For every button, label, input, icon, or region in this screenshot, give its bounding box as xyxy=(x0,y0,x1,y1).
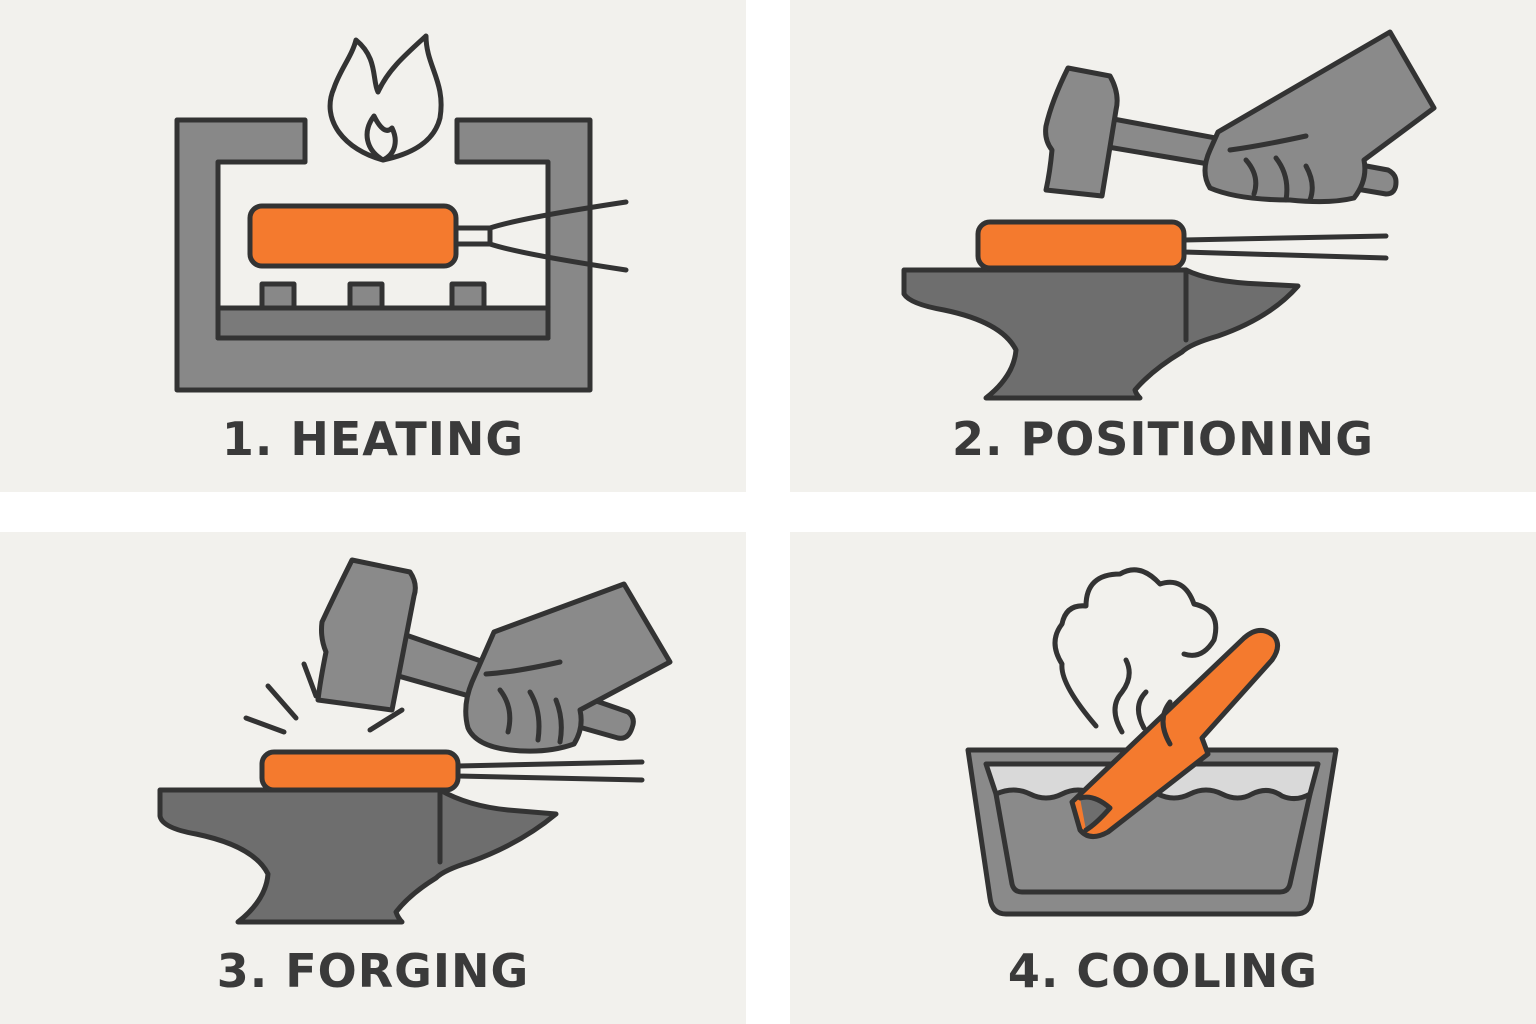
hand-icon xyxy=(466,584,670,751)
tongs-icon xyxy=(458,762,642,780)
hand-icon xyxy=(1205,32,1434,202)
hot-metal-bar xyxy=(262,752,458,790)
step-heating-panel xyxy=(0,0,746,492)
flame-icon xyxy=(330,36,441,160)
step-title: 1. HEATING xyxy=(221,412,525,466)
forge-grate xyxy=(218,308,548,338)
hammer-head-icon xyxy=(1046,68,1118,196)
step-title: 3. FORGING xyxy=(216,944,530,998)
step-cooling-panel xyxy=(790,532,1536,1024)
tongs-icon xyxy=(456,202,626,270)
step-title: 2. POSITIONING xyxy=(951,412,1375,466)
step-forging-panel xyxy=(0,532,746,1024)
hot-metal-bar xyxy=(978,222,1184,268)
step-positioning-panel xyxy=(790,0,1536,492)
hot-metal-bar xyxy=(250,206,456,266)
anvil-icon xyxy=(160,790,556,922)
anvil-icon xyxy=(904,270,1298,398)
tongs-icon xyxy=(1184,236,1386,258)
step-title: 4. COOLING xyxy=(1007,944,1319,998)
hammer-head-icon xyxy=(318,560,415,710)
